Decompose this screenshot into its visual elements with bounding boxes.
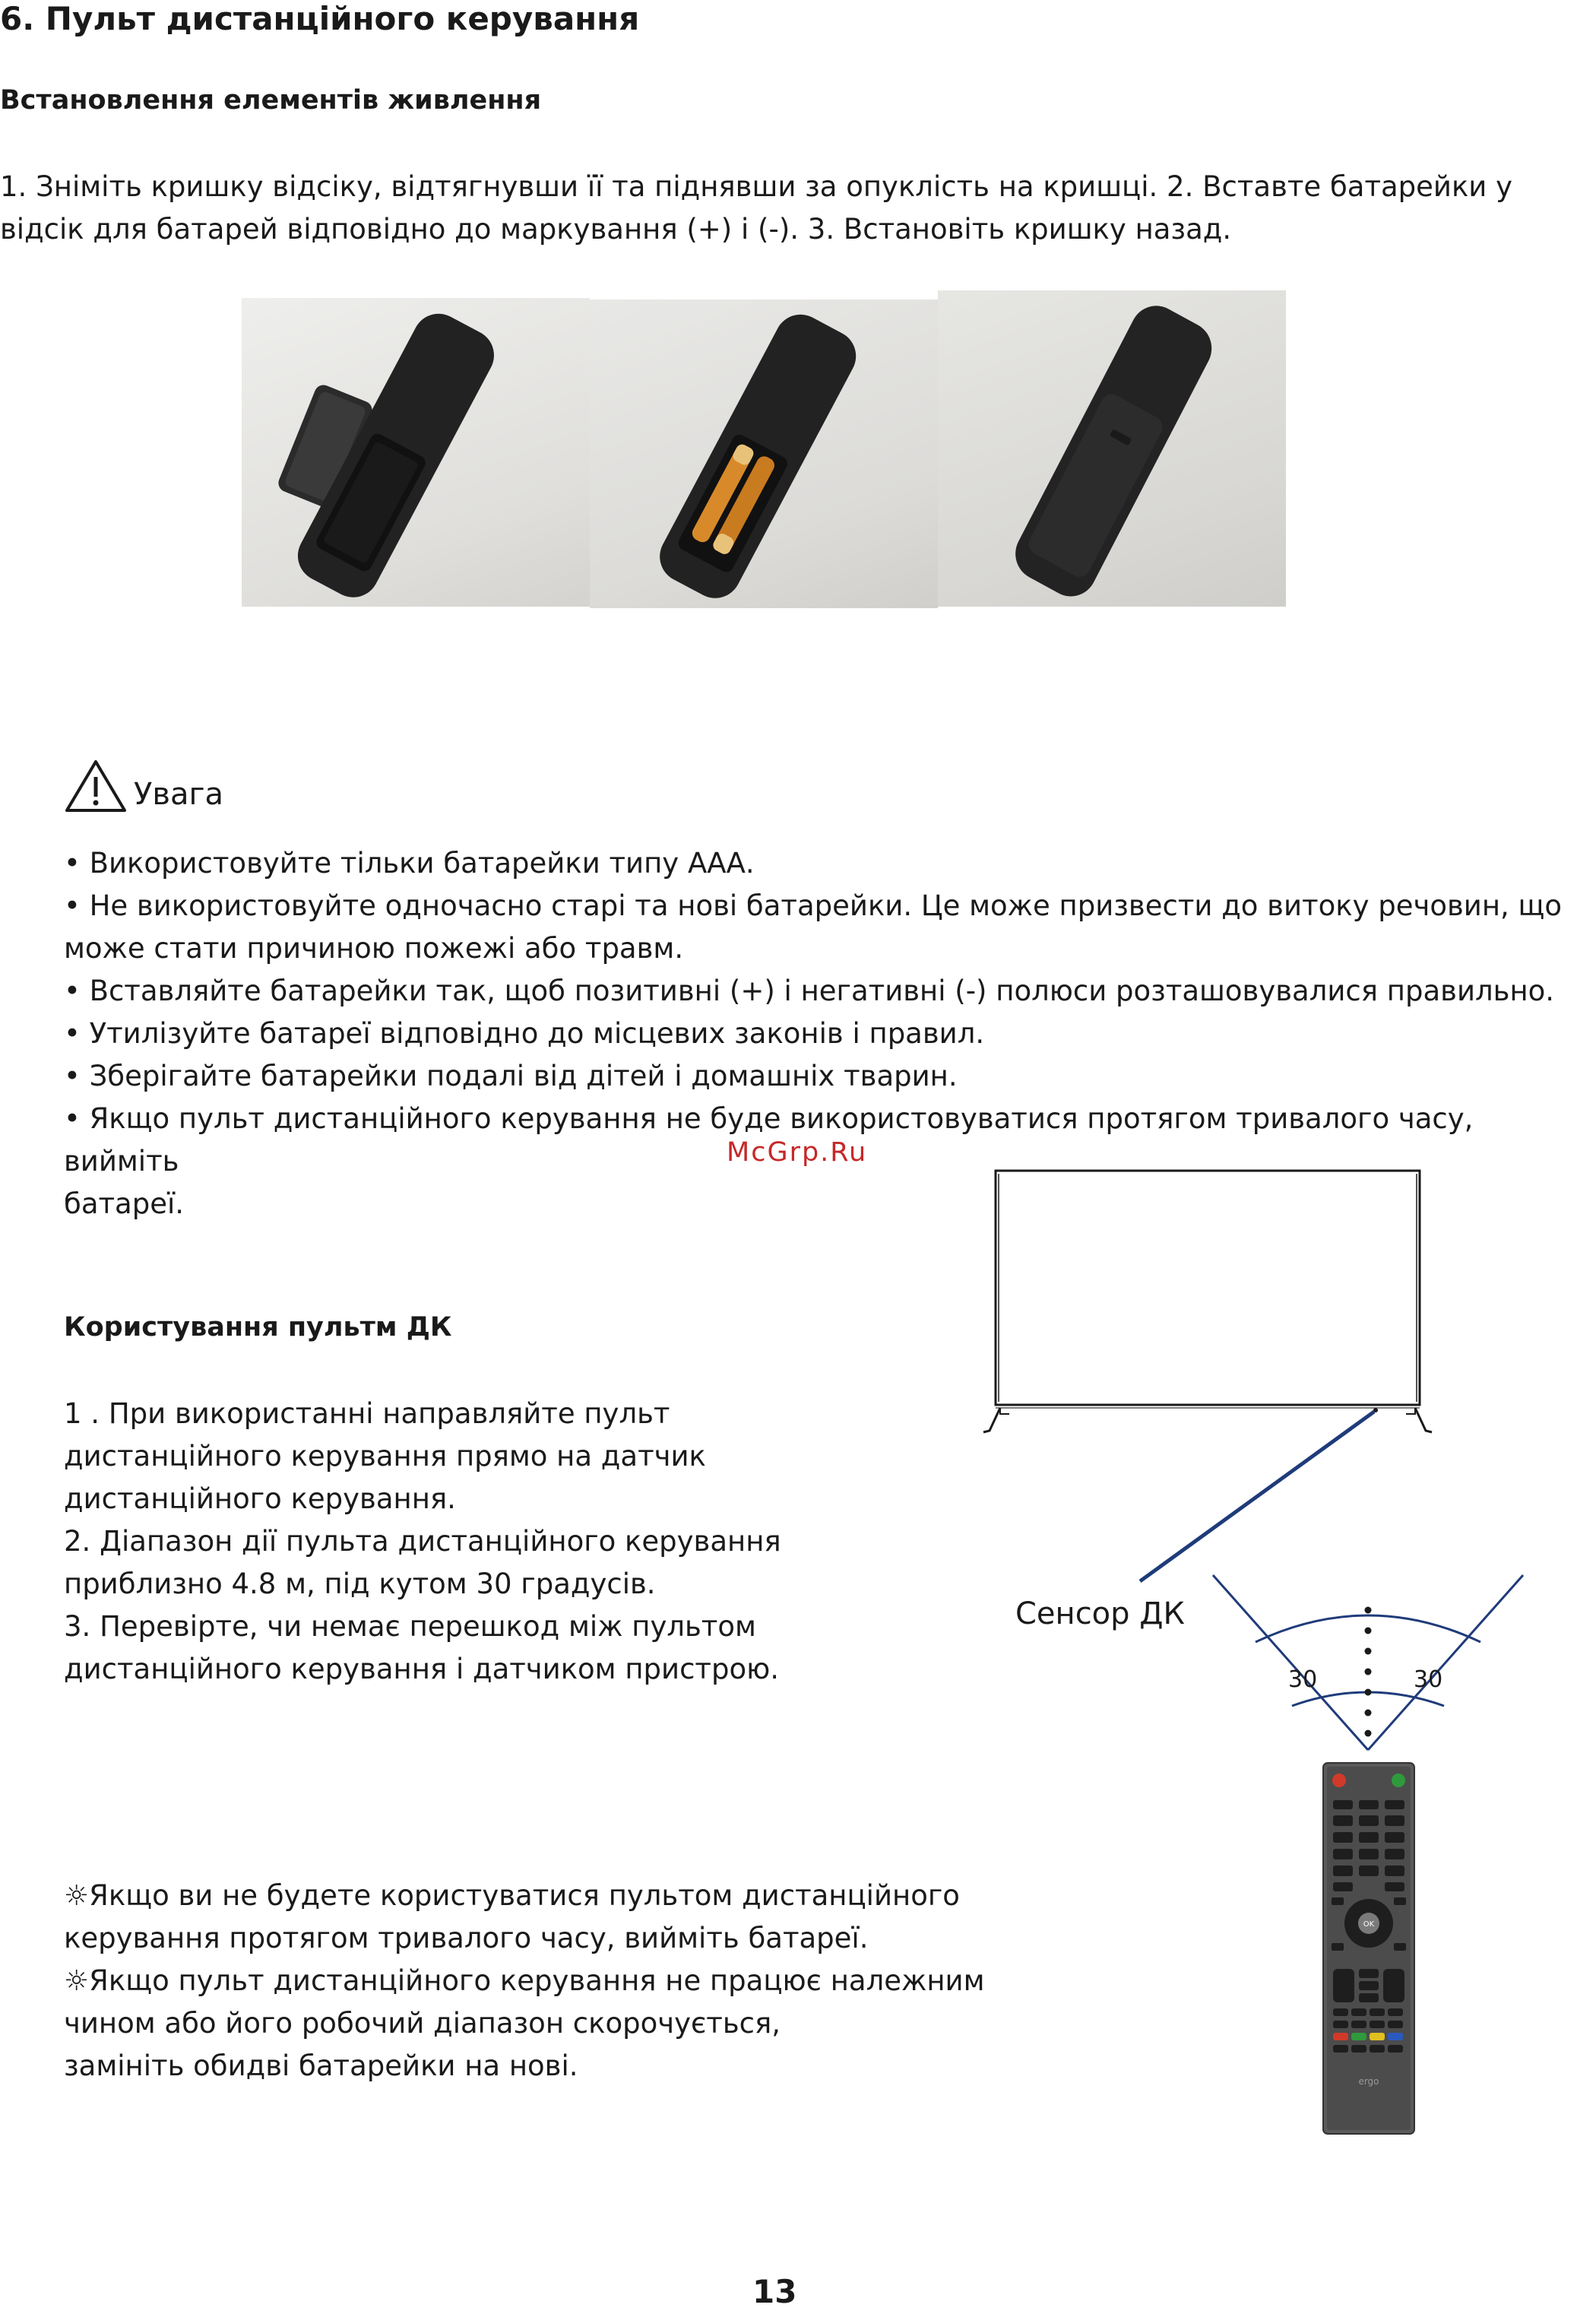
watermark: McGrp.Ru: [727, 1137, 868, 1168]
warning-triangle-icon: [64, 759, 128, 813]
note-line: чином або його робочий діапазон скорочується,: [64, 2007, 781, 2040]
note-line: замініть обидві батарейки на нові.: [64, 2049, 578, 2082]
note-line: ☼Якщо ви не будете користуватися пультом дистанційного: [64, 1879, 960, 1912]
page-number: 13: [752, 2273, 797, 2310]
angle-left-label: 30: [1288, 1666, 1318, 1693]
remote-ok-label: OK: [1363, 1920, 1375, 1929]
note-line: керування протягом тривалого часу, вийміть батареї.: [64, 1922, 869, 1954]
section-title: 6. Пульт дистанційного керування: [0, 0, 640, 37]
sensor-label: Сенсор ДК: [1015, 1596, 1185, 1631]
range-center-dots: [1365, 1607, 1372, 1737]
usage-instructions: [64, 1393, 999, 1691]
warning-item: • Утилізуйте батареї відповідно до місцевих законів і правил.: [64, 1017, 985, 1050]
battery-install-instructions: [0, 166, 1588, 251]
photo-batteries-inserted: [590, 300, 938, 608]
usage-line: 2. Діапазон дії пульта дистанційного керування: [64, 1525, 781, 1558]
warning-item: батареї.: [64, 1187, 185, 1220]
warning-list: [64, 842, 1591, 1225]
warning-item: • Використовуйте тільки батарейки типу ААА.: [64, 847, 755, 880]
range-cone: [1213, 1575, 1523, 1750]
usage-line: дистанційного керування прямо на датчик: [64, 1440, 706, 1473]
sensor-pointer-line: [1140, 1412, 1374, 1581]
note-line: ☼Якщо пульт дистанційного керування не працює належним: [64, 1964, 985, 1997]
remote-control-illustration: [1322, 1762, 1415, 2135]
instruction-line: 1. Зніміть кришку відсіку, відтягнувши її та піднявши за опуклість на кришці. 2. Вставте батарейки у: [0, 170, 1513, 203]
battery-install-heading: Встановлення елементів живлення: [0, 85, 542, 116]
photo-cover-closed: [938, 290, 1286, 607]
usage-line: приблизно 4.8 м, під кутом 30 градусів.: [64, 1568, 656, 1600]
remote-brand-label: ergo: [1358, 2076, 1379, 2087]
angle-right-label: 30: [1414, 1666, 1443, 1693]
usage-line: дистанційного керування і датчиком пристрою.: [64, 1653, 780, 1685]
usage-heading: Користування пультм ДК: [64, 1312, 452, 1343]
battery-install-photos: [242, 298, 1286, 607]
instruction-line: відсік для батарей відповідно до маркування (+) і (-). 3. Встановіть кришку назад.: [0, 213, 1232, 246]
notes: [64, 1875, 1052, 2088]
warning-item: • Не використовуйте одночасно старі та нові батарейки. Це може призвести до витоку речовин, що: [64, 889, 1563, 922]
photo-cover-removed: [242, 298, 590, 607]
usage-line: 3. Перевірте, чи немає перешкод між пультом: [64, 1610, 756, 1643]
warning-item: • Зберігайте батарейки подалі від дітей і домашніх тварин.: [64, 1060, 958, 1092]
warning-item: • Якщо пульт дистанційного керування не буде використовуватися протягом тривалого часу, вийміть: [64, 1102, 1474, 1178]
warning-label: Увага: [134, 777, 223, 812]
warning-item: може стати причиною пожежі або травм.: [64, 932, 684, 965]
warning-item: • Вставляйте батарейки так, щоб позитивні (+) і негативні (-) полюси розташовувалися правильно.: [64, 975, 1555, 1007]
usage-line: дистанційного керування.: [64, 1482, 456, 1515]
usage-line: 1 . При використанні направляйте пульт: [64, 1397, 670, 1430]
